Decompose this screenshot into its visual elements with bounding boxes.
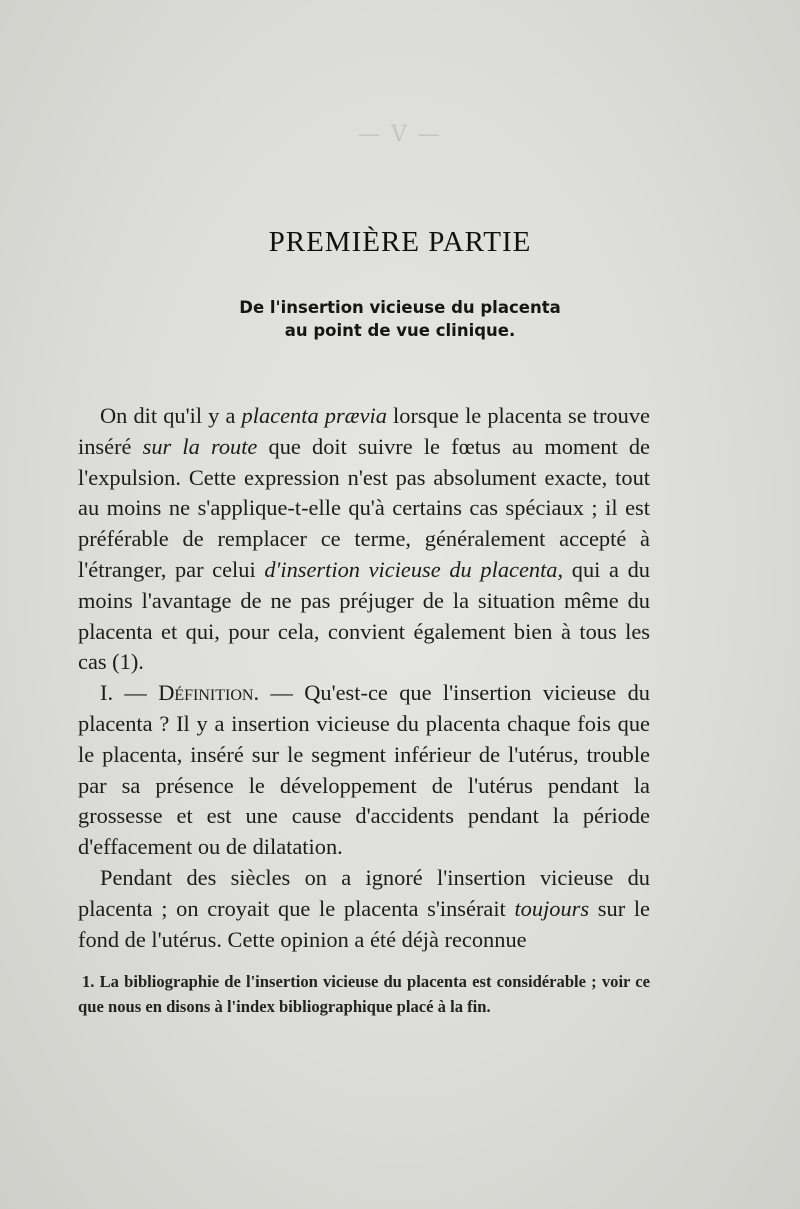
italic-term-toujours: toujours [514,895,590,921]
page-folio: — V — [358,122,442,147]
text-span: que doit suivre le fœtus au moment de l'expulsion. Cette expression n'est pas absolument exacte, tout au moins ne s'applique-t-elle qu'à certains cas spéciaux ; il est préférable de remplacer ce terme, généralement accepté à l'étranger, par celui [78,433,650,582]
italic-term-placenta-praevia: placenta prævia [241,403,387,428]
body-text [78,401,650,955]
chapter-subtitle [0,296,800,342]
italic-term-insertion-vicieuse: d'insertion vicieuse du placenta [264,556,558,582]
part-title: PREMIÈRE PARTIE [268,226,532,258]
text-span: On dit qu'il y a [100,403,242,428]
italic-term-sur-la-route: sur la route [142,433,258,459]
text-span: Pendant des siècles on a ignoré l'insertion vicieuse du placenta ; on croyait que le placenta s'insérait [78,864,650,921]
text-span: — Qu'est-ce que l'insertion vicieuse du placenta ? Il y a insertion vicieuse du placenta chaque fois que le placenta, inséré sur le segment inférieur de l'utérus, trouble par sa présence le développement de l'utérus pendant la grossesse et est une cause d'accidents pendant la période d'effacement ou de dilatation. [78,680,651,860]
footnote-text: 1. La bibliographie de l'insertion vicieuse du placenta est considérable ; voir ce que nous en disons à l'index bibliographique placé à la fin. [78,972,650,1016]
paragraph-intro [78,401,650,678]
paragraph-history [78,863,650,955]
paragraph-definition [78,678,650,863]
text-span: , qui a du moins l'avantage de ne pas préjuger de la situation même du placenta et qui, pour cela, convient également bien à tous les cas (1). [78,556,650,675]
text-span: lorsque le placenta se trouve inséré [78,403,650,459]
subtitle-line-1: De l'insertion vicieuse du placenta [239,298,561,317]
section-label-definition: Définition. [158,680,260,706]
footnote [78,970,650,1019]
subtitle-line-2: au point de vue clinique. [284,321,516,340]
text-span: I. — [100,680,159,706]
text-span: sur le fond de l'utérus. Cette opinion a été déjà reconnue [78,895,650,952]
